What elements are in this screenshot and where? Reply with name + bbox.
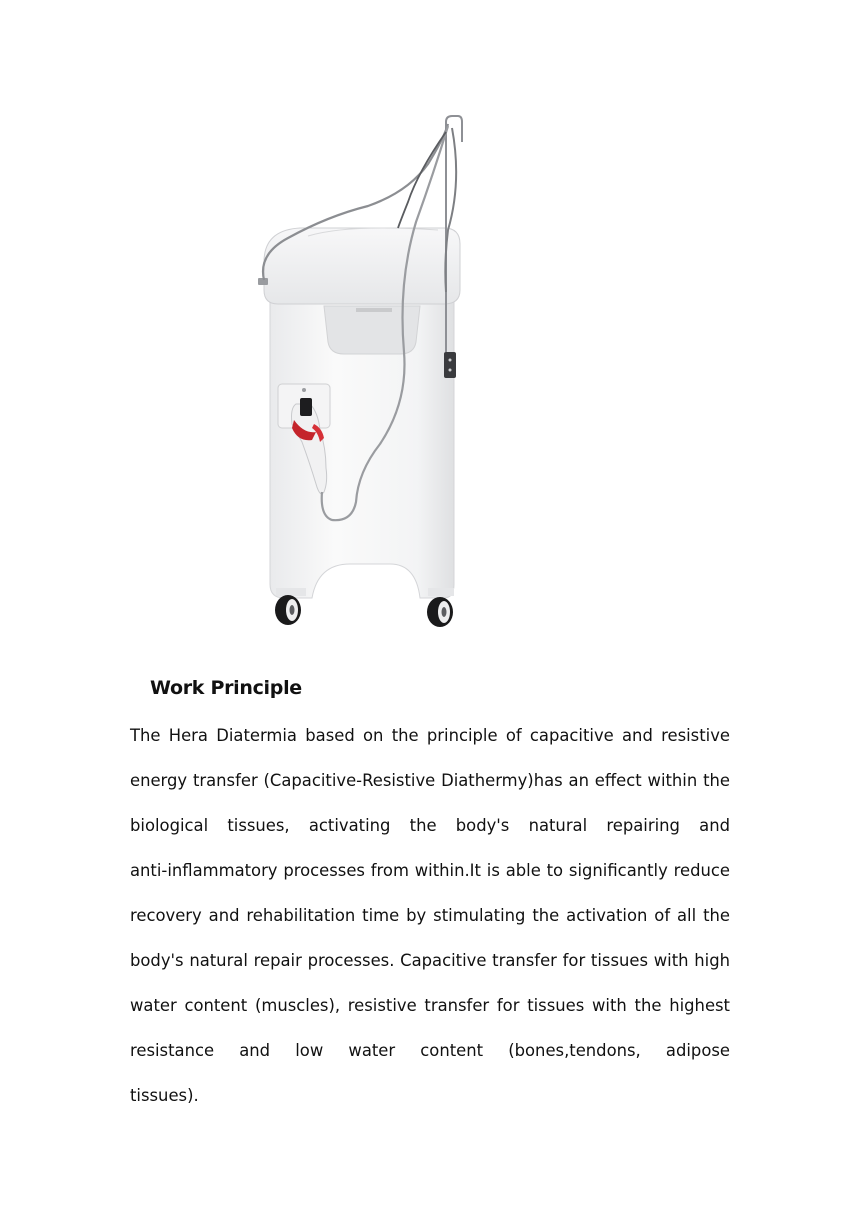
right-caster bbox=[427, 588, 454, 627]
body-line: biological tissues, activating the body's natural repairing and bbox=[130, 816, 730, 835]
top-housing bbox=[264, 228, 460, 304]
body-line: recovery and rehabilitation time by stimulating the activation of all the bbox=[130, 906, 730, 925]
body-line: resistance and low water content (bones,tendons, adipose bbox=[130, 1041, 730, 1060]
body-paragraph bbox=[130, 722, 730, 1127]
product-image bbox=[248, 112, 498, 636]
diathermy-machine-illustration bbox=[248, 112, 498, 636]
handle-recess bbox=[324, 306, 420, 354]
body-line: anti-inflammatory processes from within.It is able to significantly reduce bbox=[130, 861, 730, 880]
body-line: energy transfer (Capacitive-Resistive Diathermy)has an effect within the bbox=[130, 771, 730, 790]
body-line: The Hera Diatermia based on the principle of capacitive and resistive bbox=[130, 726, 730, 745]
body-line: water content (muscles), resistive transfer for tissues with the highest bbox=[130, 996, 730, 1015]
section-heading: Work Principle bbox=[150, 677, 302, 699]
body-line: body's natural repair processes. Capacitive transfer for tissues with high bbox=[130, 951, 730, 970]
body-line: tissues). bbox=[130, 1086, 199, 1105]
control-pendant bbox=[444, 352, 456, 378]
left-caster bbox=[275, 588, 306, 625]
